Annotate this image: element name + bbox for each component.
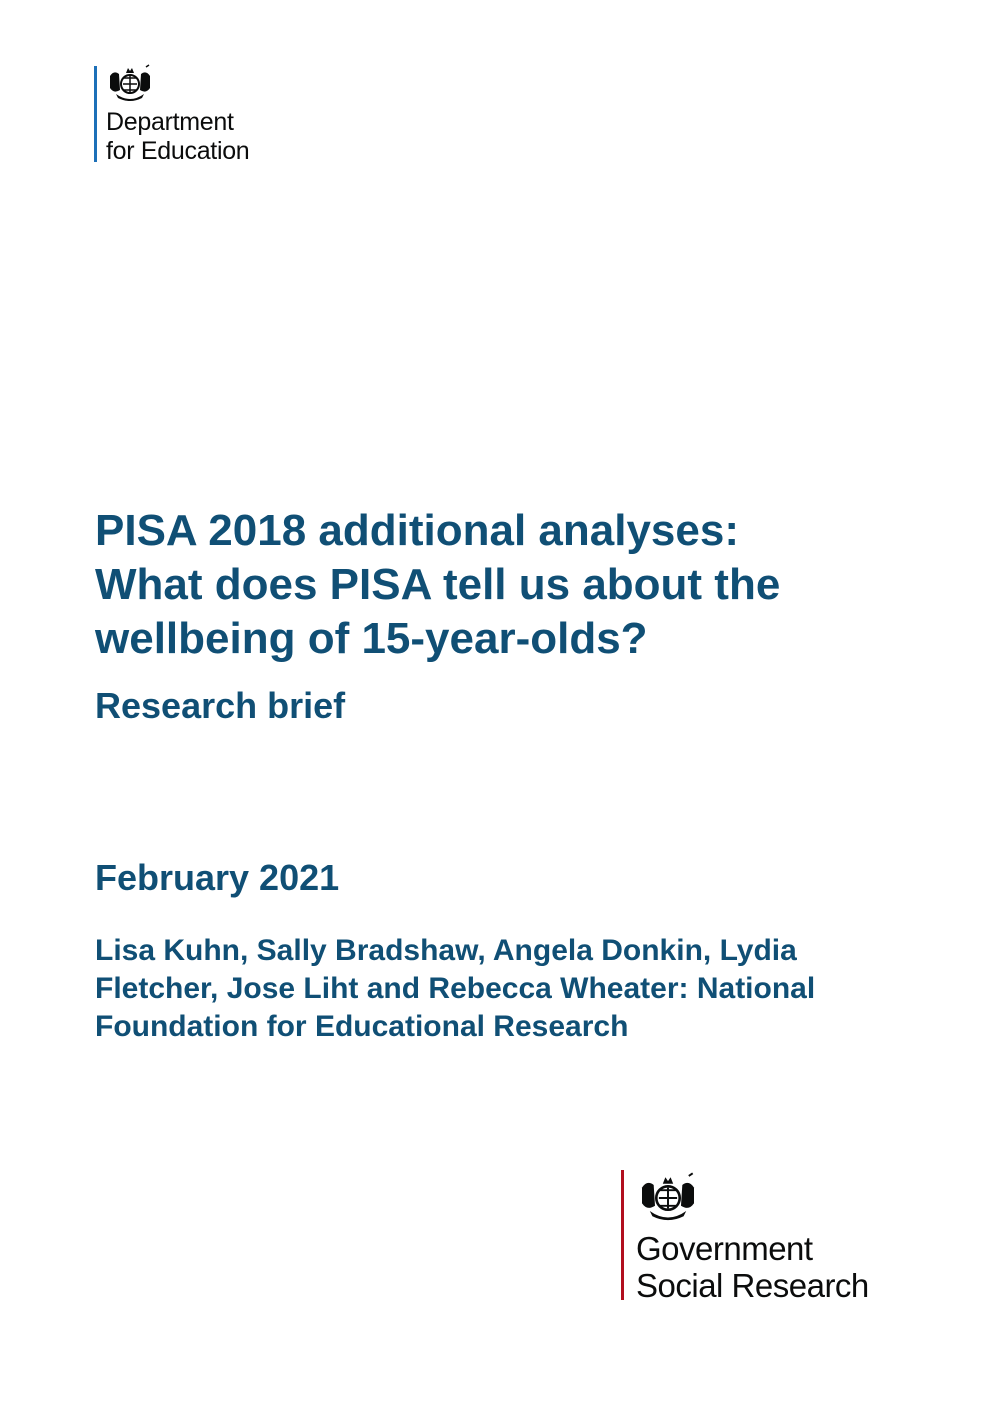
authors-line2: Fletcher, Jose Liht and Rebecca Wheater: National (95, 972, 816, 1005)
gsr-logo-bar (621, 1170, 624, 1300)
dfe-logo-line1: Department (106, 108, 234, 136)
gsr-logo-text (636, 1230, 869, 1304)
document-subtitle: Research brief (95, 685, 346, 726)
title-line1: PISA 2018 additional analyses: (95, 506, 739, 555)
document-title (95, 504, 915, 666)
authors (95, 932, 915, 1046)
authors-line1: Lisa Kuhn, Sally Bradshaw, Angela Donkin, Lydia (95, 934, 797, 967)
authors-line3: Foundation for Educational Research (95, 1010, 629, 1043)
publication-date: February 2021 (95, 857, 340, 898)
royal-coat-of-arms-icon (106, 64, 154, 104)
dfe-logo-line2: for Education (106, 137, 250, 165)
gsr-logo-line1: Government (636, 1230, 813, 1267)
dfe-logo-bar (94, 66, 97, 162)
title-line2: What does PISA tell us about the (95, 560, 781, 609)
title-line3: wellbeing of 15-year-olds? (95, 614, 648, 663)
dfe-logo-text (106, 108, 249, 166)
royal-coat-of-arms-icon (636, 1172, 700, 1224)
gsr-logo-line2: Social Research (636, 1267, 869, 1304)
